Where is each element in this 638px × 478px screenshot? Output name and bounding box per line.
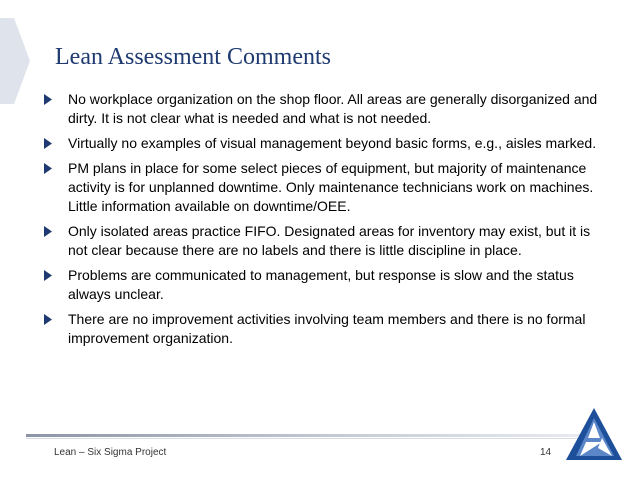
triangle-right-icon (44, 94, 52, 105)
bullet-list (44, 90, 604, 354)
bullet-item (44, 159, 604, 216)
bullet-item (44, 134, 604, 153)
footer-project-name: Lean – Six Sigma Project (54, 447, 167, 458)
bullet-text: Virtually no examples of visual management beyond basic forms, e.g., aisles marked. (68, 135, 597, 151)
bullet-item (44, 310, 604, 348)
footer-divider (26, 434, 586, 437)
triangle-logo-icon (566, 408, 622, 460)
bullet-item (44, 266, 604, 304)
page-number: 14 (540, 447, 552, 458)
footer-divider-shadow (26, 438, 586, 439)
bullet-text: PM plans in place for some select pieces of equipment, but majority of maintenance activity is for unplanned downtime. Only maintenance technicians work on machines. Little information available on downtime/OEE. (68, 160, 594, 214)
triangle-right-icon (44, 314, 52, 325)
bullet-text: No workplace organization on the shop floor. All areas are generally disorganized and dirty. It is not clear what is needed and what is not needed. (68, 91, 598, 126)
bullet-text: There are no improvement activities involving team members and there is no formal improvement organization. (68, 311, 586, 346)
chevron-decoration (0, 18, 30, 104)
bullet-item (44, 90, 604, 128)
bullet-text: Only isolated areas practice FIFO. Designated areas for inventory may exist, but it is not clear because there are no labels and there is little discipline in place. (68, 223, 591, 258)
bullet-item (44, 222, 604, 260)
triangle-right-icon (44, 226, 52, 237)
triangle-right-icon (44, 163, 52, 174)
triangle-right-icon (44, 270, 52, 281)
triangle-right-icon (44, 138, 52, 149)
slide-title: Lean Assessment Comments (55, 44, 331, 70)
bullet-text: Problems are communicated to management, but response is slow and the status always unclear. (68, 267, 574, 302)
